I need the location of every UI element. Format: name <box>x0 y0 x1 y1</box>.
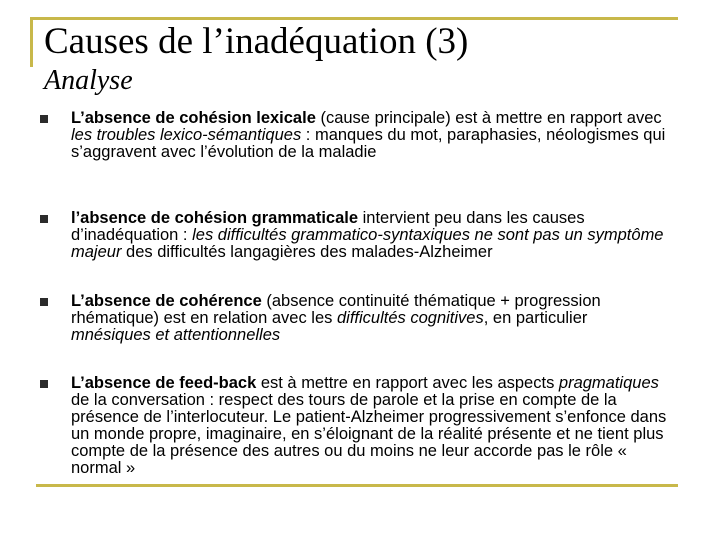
square-bullet-icon <box>40 115 48 123</box>
bullet-text: : manques du mot, paraphasies, néologismes qui s’aggravent avec l’évolution de la maladie <box>71 126 666 161</box>
square-bullet-icon <box>40 215 48 223</box>
bullet-text: de la conversation : respect des tours de parole et la prise en compte de la présence de l’interlocuteur. Le patient-Alzheimer progressivement s’enfonce dans un monde propre, imaginaire, en s’éloignant de la réalité présente et ne tient plus compte de la présence des autres ou du moins ne leur accorde pas le rôle « normal » <box>71 391 667 477</box>
slide-subtitle: Analyse <box>44 65 133 96</box>
title-frame-left-line <box>30 17 33 67</box>
bullet-item-grammatical-cohesion <box>71 210 671 261</box>
bullet-emphasis: les difficultés grammatico-syntaxiques ne sont pas un symptôme majeur <box>71 226 664 261</box>
bullet-emphasis: mnésiques et attentionnelles <box>71 326 281 344</box>
bullet-text: (cause principale) est à mettre en rapport avec <box>315 109 662 127</box>
bullet-heading: l’absence de cohésion grammaticale <box>71 209 359 227</box>
bullet-emphasis: difficultés cognitives <box>336 309 484 327</box>
square-bullet-icon <box>40 380 48 388</box>
bullet-text: , en particulier <box>483 309 588 327</box>
bullet-text: intervient peu dans les causes d’inadéquation : <box>71 209 585 244</box>
footer-line <box>36 484 678 487</box>
bullet-text: (absence continuité thématique + progression rhématique) est en relation avec les <box>71 292 601 327</box>
bullet-emphasis: les troubles lexico-sémantiques <box>71 126 302 144</box>
bullet-text: est à mettre en rapport avec les aspects <box>256 374 559 392</box>
bullet-heading: L’absence de feed-back <box>71 374 257 392</box>
bullet-text: des difficultés langagières des malades-Alzheimer <box>121 243 493 261</box>
square-bullet-icon <box>40 298 48 306</box>
bullet-item-feedback <box>71 375 671 477</box>
slide-title: Causes de l’inadéquation (3) <box>44 21 469 62</box>
bullet-emphasis: pragmatiques <box>558 374 659 392</box>
bullet-heading: L’absence de cohésion lexicale <box>71 109 316 127</box>
bullet-item-lexical-cohesion <box>71 110 671 161</box>
bullet-heading: L’absence de cohérence <box>71 292 262 310</box>
bullet-item-coherence <box>71 293 671 344</box>
